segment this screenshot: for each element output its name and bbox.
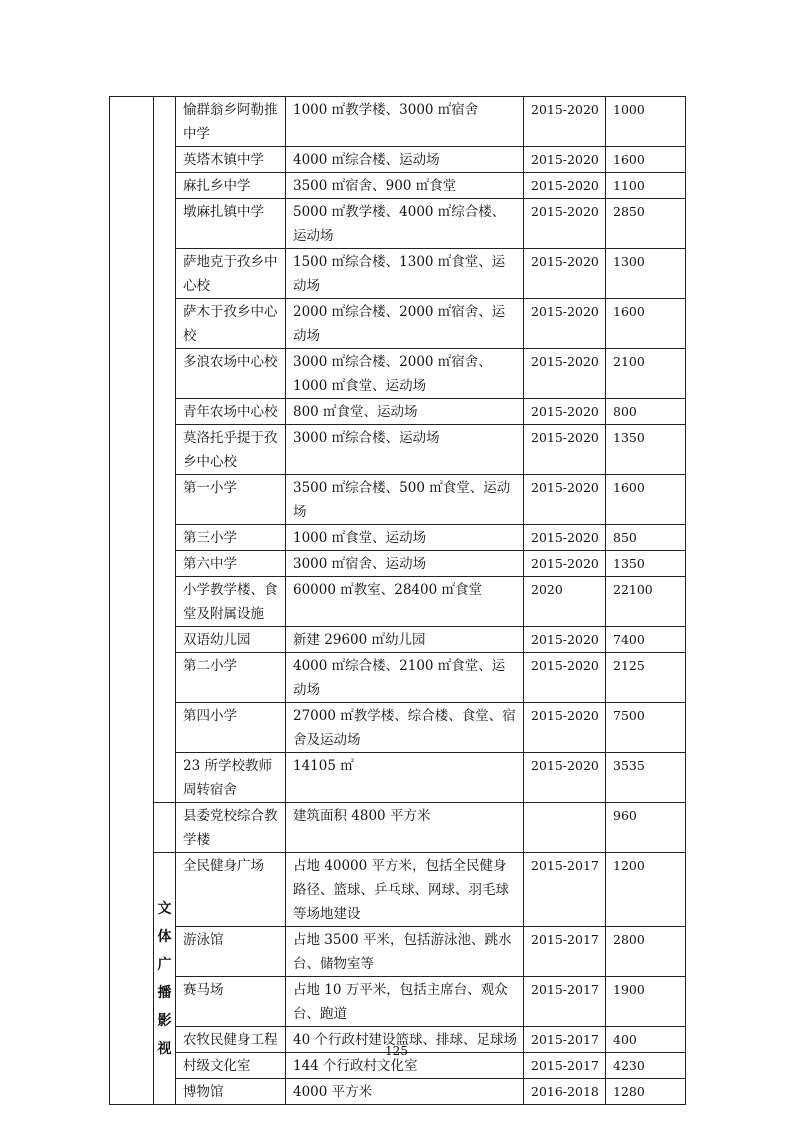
project-name-cell: 莫洛托乎提于孜乡中心校 [176,425,286,475]
investment-amount-cell: 2100 [606,349,686,399]
investment-amount-cell: 1200 [606,853,686,927]
project-name-cell: 第四小学 [176,703,286,753]
construction-years-cell: 2015-2020 [524,627,606,653]
project-name-cell: 青年农场中心校 [176,399,286,425]
construction-years-cell: 2015-2020 [524,475,606,525]
education-section-cell [154,97,176,803]
investment-amount-cell: 800 [606,399,686,425]
page-number: 125 [385,1044,408,1058]
construction-years-cell: 2015-2020 [524,299,606,349]
project-name-cell: 第二小学 [176,653,286,703]
construction-years-cell: 2020 [524,577,606,627]
table-row [110,927,686,977]
construction-content-cell: 3500 ㎡综合楼、500 ㎡食堂、运动场 [286,475,524,525]
construction-content-cell: 占地 10 万平米，包括主席台、观众台、跑道 [286,977,524,1027]
construction-years-cell: 2015-2017 [524,977,606,1027]
investment-amount-cell: 1000 [606,97,686,147]
project-name-cell: 农牧民健身工程 [176,1027,286,1053]
table-row [110,475,686,525]
investment-amount-cell: 1600 [606,147,686,173]
section-label-char: 影 [157,1012,172,1029]
construction-years-cell: 2015-2017 [524,1053,606,1079]
investment-amount-cell: 1600 [606,299,686,349]
construction-content-cell: 占地 40000 平方米，包括全民健身路径、篮球、乒乓球、网球、羽毛球等场地建设 [286,853,524,927]
project-name-cell: 小学教学楼、食堂及附属设施 [176,577,286,627]
project-name-cell: 萨木于孜乡中心校 [176,299,286,349]
investment-amount-cell: 850 [606,525,686,551]
investment-amount-cell: 7500 [606,703,686,753]
investment-amount-cell: 22100 [606,577,686,627]
project-name-cell: 赛马场 [176,977,286,1027]
construction-years-cell: 2015-2020 [524,399,606,425]
project-name-cell: 博物馆 [176,1079,286,1105]
table-row [110,173,686,199]
construction-content-cell: 3000 ㎡综合楼、2000 ㎡宿舍、1000 ㎡食堂、运动场 [286,349,524,399]
project-name-cell: 萨地克于孜乡中心校 [176,249,286,299]
construction-content-cell: 2000 ㎡综合楼、2000 ㎡宿舍、运动场 [286,299,524,349]
construction-years-cell: 2016-2018 [524,1079,606,1105]
construction-years-cell: 2015-2020 [524,425,606,475]
construction-content-cell: 新建 29600 ㎡幼儿园 [286,627,524,653]
table-row [110,977,686,1027]
category-cell [110,97,154,1105]
party-school-section-cell [154,803,176,853]
construction-years-cell: 2015-2020 [524,349,606,399]
project-name-cell: 23 所学校教师周转宿舍 [176,753,286,803]
section-label-char: 视 [157,1040,172,1057]
table-row [110,627,686,653]
table-row [110,299,686,349]
construction-content-cell: 3500 ㎡宿舍、900 ㎡食堂 [286,173,524,199]
construction-content-cell: 占地 3500 平米，包括游泳池、跳水台、储物室等 [286,927,524,977]
table-row [110,249,686,299]
construction-content-cell: 3000 ㎡综合楼、运动场 [286,425,524,475]
construction-content-cell: 1500 ㎡综合楼、1300 ㎡食堂、运动场 [286,249,524,299]
project-name-cell: 多浪农场中心校 [176,349,286,399]
construction-years-cell: 2015-2020 [524,703,606,753]
table-row [110,1079,686,1105]
construction-content-cell: 3000 ㎡宿舍、运动场 [286,551,524,577]
table-row [110,147,686,173]
construction-years-cell: 2015-2020 [524,551,606,577]
construction-content-cell: 800 ㎡食堂、运动场 [286,399,524,425]
investment-amount-cell: 2850 [606,199,686,249]
construction-content-cell: 14105 ㎡ [286,753,524,803]
investment-amount-cell: 2800 [606,927,686,977]
investment-amount-cell: 1280 [606,1079,686,1105]
investment-amount-cell: 960 [606,803,686,853]
construction-content-cell: 60000 ㎡教室、28400 ㎡食堂 [286,577,524,627]
section-label-char: 文 [157,900,172,917]
construction-content-cell: 27000 ㎡教学楼、综合楼、食堂、宿舍及运动场 [286,703,524,753]
construction-content-cell: 144 个行政村文化室 [286,1053,524,1079]
construction-years-cell [524,803,606,853]
construction-years-cell: 2015-2020 [524,249,606,299]
construction-years-cell: 2015-2020 [524,97,606,147]
investment-amount-cell: 1600 [606,475,686,525]
section-label-char: 体 [157,928,172,945]
section-label-char: 播 [157,984,172,1001]
project-name-cell: 英塔木镇中学 [176,147,286,173]
table-row [110,525,686,551]
construction-years-cell: 2015-2017 [524,927,606,977]
construction-content-cell: 4000 平方米 [286,1079,524,1105]
table-row [110,551,686,577]
construction-years-cell: 2015-2020 [524,199,606,249]
construction-content-cell: 4000 ㎡综合楼、运动场 [286,147,524,173]
project-name-cell: 麻扎乡中学 [176,173,286,199]
table-row [110,653,686,703]
construction-content-cell: 1000 ㎡食堂、运动场 [286,525,524,551]
construction-years-cell: 2015-2020 [524,653,606,703]
project-name-cell: 村级文化室 [176,1053,286,1079]
project-name-cell: 墩麻扎镇中学 [176,199,286,249]
investment-amount-cell: 1300 [606,249,686,299]
investment-amount-cell: 3535 [606,753,686,803]
table-row [110,199,686,249]
investment-amount-cell: 7400 [606,627,686,653]
investment-amount-cell: 1900 [606,977,686,1027]
construction-content-cell: 1000 ㎡教学楼、3000 ㎡宿舍 [286,97,524,147]
culture-section-label-cell [154,853,176,1105]
investment-amount-cell: 1350 [606,425,686,475]
project-name-cell: 愉群翁乡阿勒推中学 [176,97,286,147]
investment-amount-cell: 400 [606,1027,686,1053]
table-row [110,577,686,627]
table-row [110,399,686,425]
construction-years-cell: 2015-2020 [524,147,606,173]
project-name-cell: 双语幼儿园 [176,627,286,653]
section-label-char: 广 [157,956,172,973]
project-name-cell: 第三小学 [176,525,286,551]
investment-amount-cell: 4230 [606,1053,686,1079]
table-row [110,853,686,927]
table-row [110,349,686,399]
construction-content-cell: 5000 ㎡教学楼、4000 ㎡综合楼、运动场 [286,199,524,249]
table-row [110,97,686,147]
projects-table [109,96,686,1105]
project-name-cell: 全民健身广场 [176,853,286,927]
investment-amount-cell: 2125 [606,653,686,703]
table-row [110,425,686,475]
construction-years-cell: 2015-2020 [524,753,606,803]
construction-content-cell: 40 个行政村建设篮球、排球、足球场 [286,1027,524,1053]
table-row [110,803,686,853]
investment-amount-cell: 1350 [606,551,686,577]
table-row [110,753,686,803]
project-name-cell: 游泳馆 [176,927,286,977]
table-row [110,703,686,753]
construction-years-cell: 2015-2017 [524,853,606,927]
construction-years-cell: 2015-2020 [524,525,606,551]
construction-years-cell: 2015-2017 [524,1027,606,1053]
construction-content-cell: 4000 ㎡综合楼、2100 ㎡食堂、运动场 [286,653,524,703]
project-name-cell: 第一小学 [176,475,286,525]
project-name-cell: 县委党校综合教学楼 [176,803,286,853]
construction-content-cell: 建筑面积 4800 平方米 [286,803,524,853]
investment-amount-cell: 1100 [606,173,686,199]
construction-years-cell: 2015-2020 [524,173,606,199]
project-name-cell: 第六中学 [176,551,286,577]
